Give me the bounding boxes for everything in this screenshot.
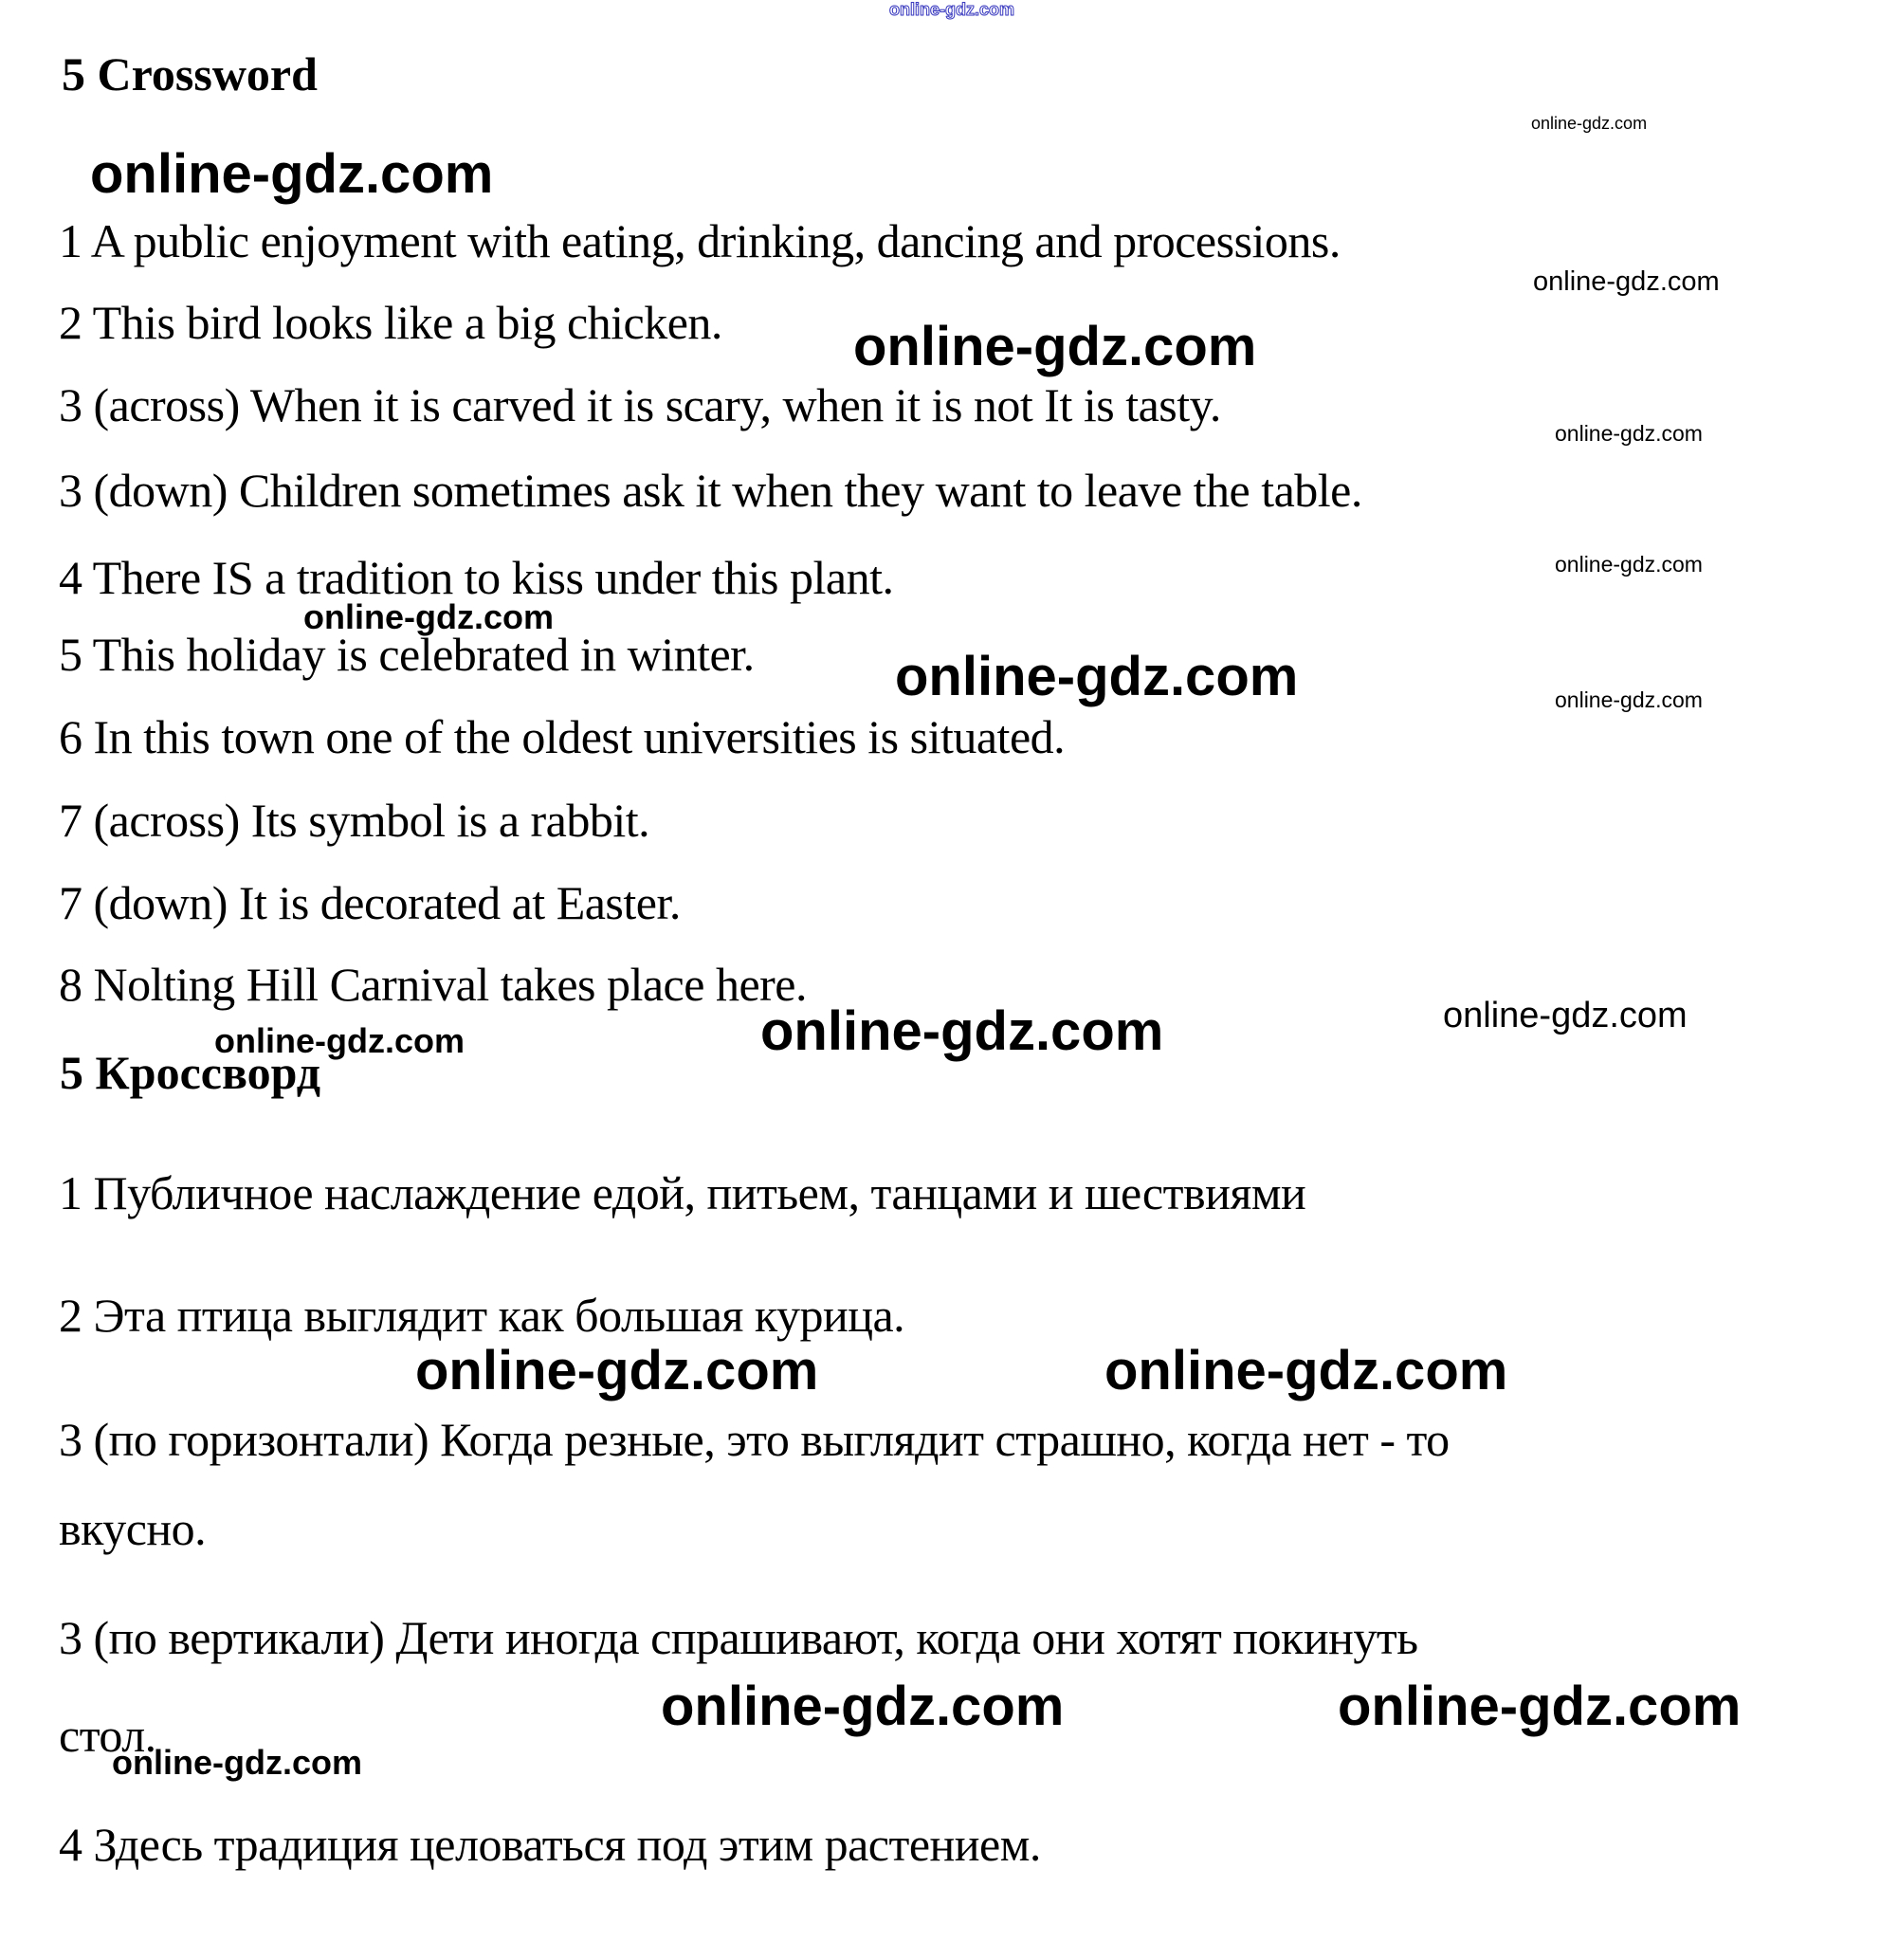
watermark-big-7: online-gdz.com [661,1676,1065,1737]
watermark-small-right-3: online-gdz.com [1555,552,1703,577]
clue-en-5: 5 This holiday is celebrated in winter. [59,628,755,681]
watermark-big-1: online-gdz.com [90,143,494,205]
clue-en-1: 1 A public enjoyment with eating, drinking, dancing and processions. [59,214,1341,267]
clue-en-8: 8 Nolting Hill Carnival takes place here. [59,958,807,1011]
watermark-big-2: online-gdz.com [853,316,1257,377]
watermark-big-8: online-gdz.com [1338,1676,1742,1737]
watermark-medium-1: online-gdz.com [303,597,554,636]
section-title-ru: 5 Кроссворд [60,1046,321,1099]
watermark-big-4: online-gdz.com [760,1000,1164,1062]
watermark-small-top-right: online-gdz.com [1531,114,1648,133]
watermark-small-right-4: online-gdz.com [1555,687,1703,712]
watermark-small-right-2: online-gdz.com [1555,421,1703,446]
watermark-right-mid: online-gdz.com [1443,996,1688,1035]
clue-en-7-across: 7 (across) Its symbol is a rabbit. [59,794,650,847]
clue-en-3-across: 3 (across) When it is carved it is scary, when it is not It is tasty. [59,378,1221,431]
clue-ru-3-down-continuation: стол. [59,1709,156,1762]
clue-ru-1: 1 Публичное наслаждение едой, питьем, танцами и шествиями [59,1166,1306,1219]
clue-en-6: 6 In this town one of the oldest universities is situated. [59,710,1066,763]
section-title-en: 5 Crossword [62,47,318,101]
clue-ru-4: 4 Здесь традиция целоваться под этим растением. [59,1818,1041,1871]
clue-en-7-down: 7 (down) It is decorated at Easter. [59,876,681,929]
clue-en-4: 4 There IS a tradition to kiss under this plant. [59,551,894,604]
watermark-big-3: online-gdz.com [895,646,1299,707]
clue-ru-3-down: 3 (по вертикали) Дети иногда спрашивают, когда они хотят покинуть [59,1611,1418,1664]
watermark-medium-2: online-gdz.com [214,1021,465,1060]
watermark-small-right-1: online-gdz.com [1533,266,1720,297]
clue-ru-3-across-continuation: вкусно. [59,1502,207,1555]
watermark-big-6: online-gdz.com [1104,1340,1508,1401]
clue-en-2: 2 This bird looks like a big chicken. [59,296,722,349]
watermark-big-5: online-gdz.com [415,1340,819,1401]
clue-en-3-down: 3 (down) Children sometimes ask it when they want to leave the table. [59,464,1362,517]
watermark-outline-top: online-gdz.com [889,0,1014,19]
clue-ru-3-across: 3 (по горизонтали) Когда резные, это выглядит страшно, когда нет - то [59,1413,1450,1466]
watermark-medium-3: online-gdz.com [112,1743,362,1782]
clue-ru-2: 2 Эта птица выглядит как большая курица. [59,1289,905,1342]
